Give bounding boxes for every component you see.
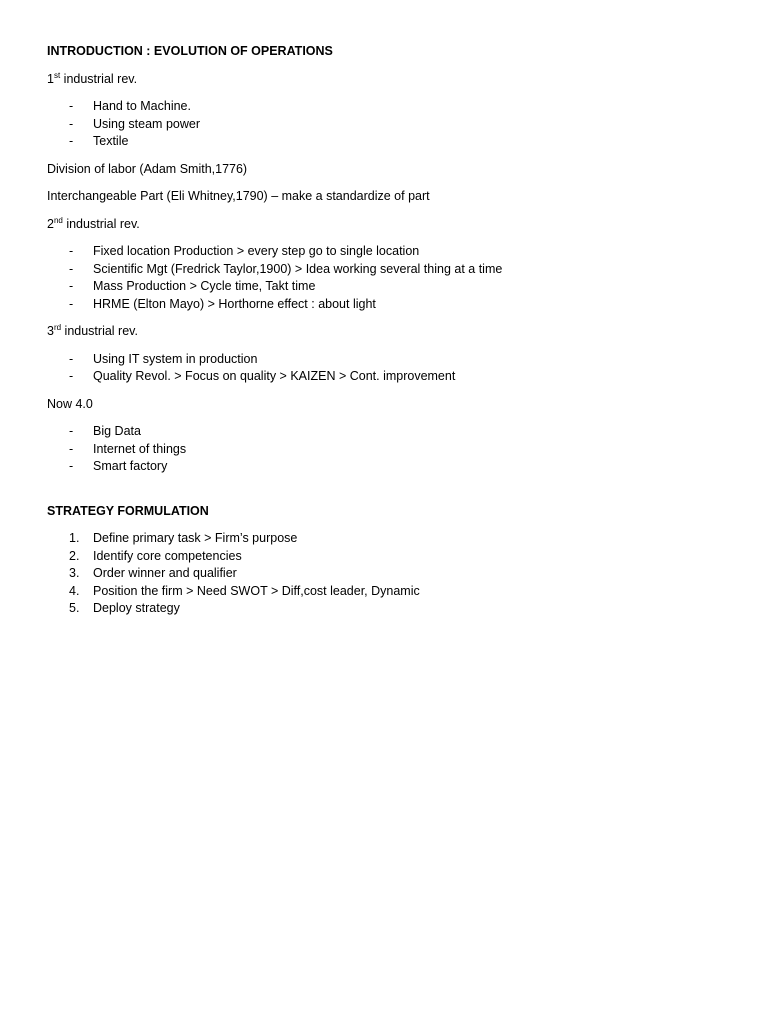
- now-heading: Now 4.0: [47, 396, 93, 411]
- dash-marker: -: [69, 441, 74, 456]
- rev3-heading: [47, 323, 727, 341]
- section-title-evolution: INTRODUCTION : EVOLUTION OF OPERATIONS: [47, 44, 333, 58]
- dash-marker: -: [69, 296, 74, 311]
- rev1-label: industrial rev.: [60, 71, 138, 86]
- list-item-text: Scientific Mgt (Fredrick Taylor,1900) > Idea working several thing at a time: [93, 261, 503, 276]
- number-marker: 4.: [69, 583, 80, 598]
- list-item: [47, 278, 727, 296]
- list-item-text: Identify core competencies: [93, 548, 242, 563]
- dash-marker: -: [69, 424, 74, 438]
- list-item: [47, 600, 727, 618]
- list-item: [47, 261, 727, 279]
- now-list: [47, 423, 727, 476]
- list-item-text: Define primary task > Firm’s purpose: [93, 531, 298, 545]
- list-item: [47, 423, 727, 441]
- list-item: [47, 351, 727, 369]
- rev1-ordinal: st: [53, 70, 61, 80]
- list-item: [47, 583, 727, 601]
- document-page: [47, 43, 727, 628]
- rev2-heading: [47, 216, 727, 234]
- division-of-labor: Division of labor (Adam Smith,1776): [47, 161, 248, 176]
- interchangeable-part: Interchangeable Part (Eli Whitney,1790) – make a standardize of part: [47, 189, 430, 203]
- number-marker: 5.: [69, 601, 80, 615]
- number-marker: 1.: [69, 531, 80, 545]
- list-item-text: Mass Production > Cycle time, Takt time: [93, 279, 316, 293]
- list-item: [47, 133, 727, 151]
- list-item-text: Position the firm > Need SWOT > Diff,cost leader, Dynamic: [93, 583, 420, 598]
- list-item: [47, 441, 727, 459]
- list-item: [47, 296, 727, 314]
- list-item-text: Textile: [93, 134, 129, 148]
- dash-marker: -: [69, 279, 74, 293]
- dash-marker: -: [69, 99, 74, 113]
- list-item-text: Deploy strategy: [93, 601, 180, 615]
- list-item: [47, 565, 727, 583]
- list-item-text: Fixed location Production > every step go to single location: [93, 244, 420, 258]
- list-item: [47, 548, 727, 566]
- list-item-text: Smart factory: [93, 459, 168, 473]
- dash-marker: -: [69, 369, 74, 383]
- rev2-ordinal: nd: [53, 215, 63, 225]
- list-item-text: Using steam power: [93, 116, 200, 131]
- spacer: [47, 486, 727, 503]
- list-item-text: HRME (Elton Mayo) > Horthorne effect : about light: [93, 296, 376, 311]
- number-marker: 3.: [69, 566, 80, 580]
- dash-marker: -: [69, 261, 74, 276]
- dash-marker: -: [69, 459, 74, 473]
- number-marker: 2.: [69, 548, 80, 563]
- rev3-ordinal: rd: [53, 322, 62, 332]
- list-item: [47, 458, 727, 476]
- rev1-heading: [47, 71, 727, 89]
- list-item-text: Quality Revol. > Focus on quality > KAIZEN > Cont. improvement: [93, 369, 456, 383]
- list-item: [47, 98, 727, 116]
- strategy-list: [47, 530, 727, 618]
- rev2-number: 2: [47, 216, 54, 231]
- dash-marker: -: [69, 116, 74, 131]
- list-item: [47, 116, 727, 134]
- list-item-text: Order winner and qualifier: [93, 566, 237, 580]
- section-title-strategy: STRATEGY FORMULATION: [47, 503, 209, 518]
- rev1-number: 1: [47, 71, 54, 86]
- rev3-number: 3: [47, 324, 54, 338]
- dash-marker: -: [69, 244, 74, 258]
- dash-marker: -: [69, 351, 74, 366]
- rev3-list: [47, 351, 727, 386]
- list-item: [47, 368, 727, 386]
- list-item-text: Big Data: [93, 424, 141, 438]
- rev2-label: industrial rev.: [62, 216, 140, 231]
- list-item-text: Hand to Machine.: [93, 99, 191, 113]
- list-item: [47, 530, 727, 548]
- rev2-list: [47, 243, 727, 313]
- list-item-text: Using IT system in production: [93, 351, 258, 366]
- dash-marker: -: [69, 134, 74, 148]
- rev3-label: industrial rev.: [61, 324, 138, 338]
- list-item: [47, 243, 727, 261]
- rev1-list: [47, 98, 727, 151]
- list-item-text: Internet of things: [93, 441, 187, 456]
